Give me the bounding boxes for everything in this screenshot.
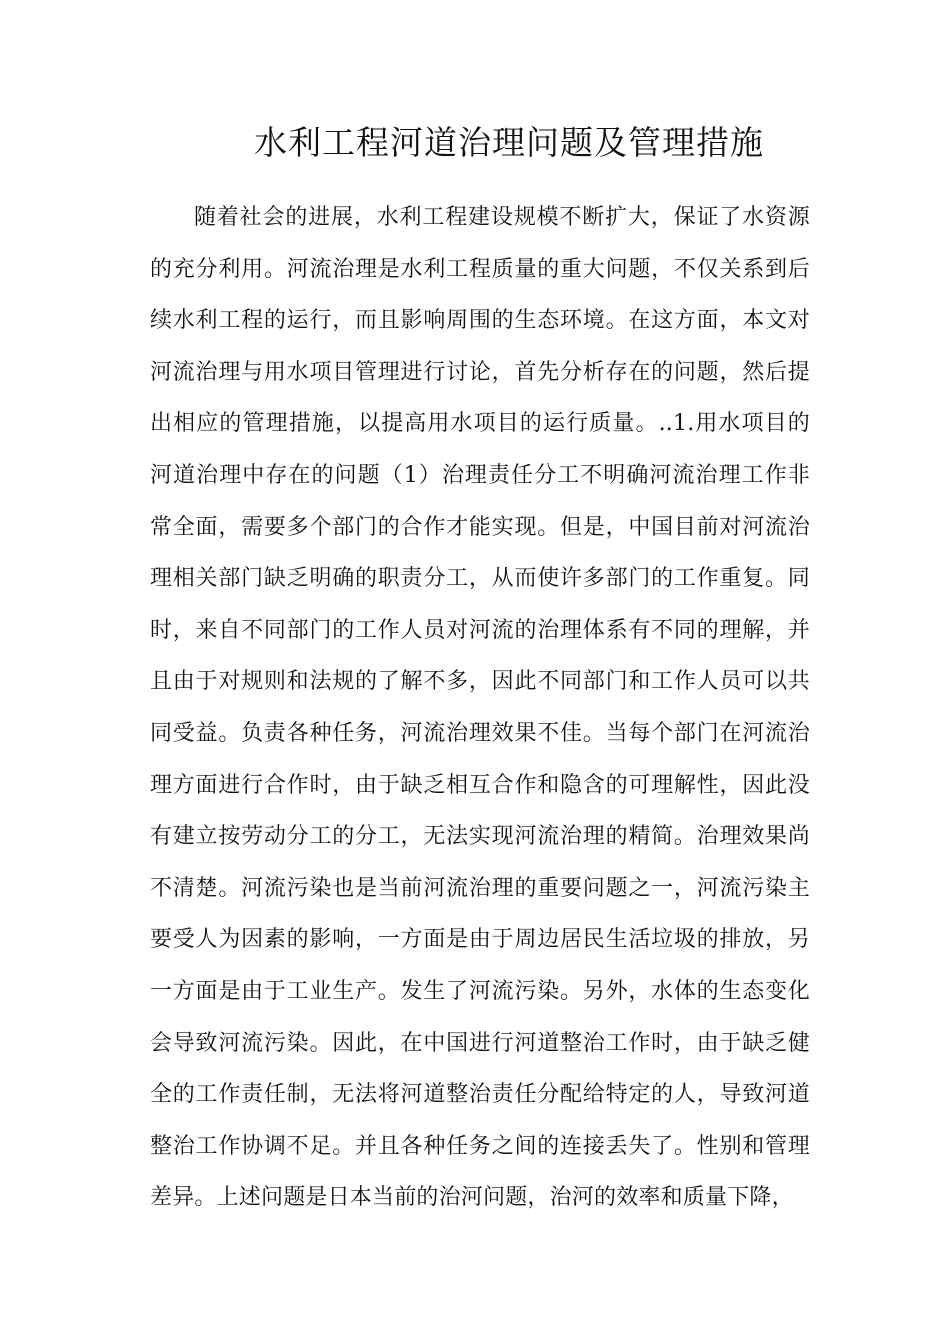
body-line: 同受益。负责各种任务，河流治理效果不佳。当每个部门在河流治 [150,720,810,746]
body-line: 要受人为因素的影响，一方面是由于周边居民生活垃圾的排放，另 [150,927,810,953]
body-line: 有建立按劳动分工的分工，无法实现河流治理的精简。治理效果尚 [150,824,810,850]
body-line: 且由于对规则和法规的了解不多，因此不同部门和工作人员可以共 [150,669,810,695]
body-line: 差异。上述问题是日本当前的治河问题，治河的效率和质量下降， [150,1185,794,1211]
body-line: 常全面，需要多个部门的合作才能实现。但是，中国目前对河流治 [150,514,810,540]
body-line: 时，来自不同部门的工作人员对河流的治理体系有不同的理解，并 [150,617,810,643]
document-title: 水利工程河道治理问题及管理措施 [254,123,764,162]
body-line: 会导致河流污染。因此，在中国进行河道整治工作时，由于缺乏健 [150,1030,810,1056]
body-line: 河道治理中存在的问题（1）治理责任分工不明确河流治理工作非 [150,462,810,488]
document-body [150,192,810,1224]
body-line: 河流治理与用水项目管理进行讨论，首先分析存在的问题，然后提 [150,359,810,385]
body-line: 的充分利用。河流治理是水利工程质量的重大问题，不仅关系到后 [150,256,810,282]
body-line: 续水利工程的运行，而且影响周围的生态环境。在这方面，本文对 [150,308,810,334]
body-line: 整治工作协调不足。并且各种任务之间的连接丢失了。性别和管理 [150,1133,810,1159]
body-line: 出相应的管理措施，以提高用水项目的运行质量。..1.用水项目的 [150,411,810,437]
body-line: 一方面是由于工业生产。发生了河流污染。另外，水体的生态变化 [150,978,810,1004]
body-line: 不清楚。河流污染也是当前河流治理的重要问题之一，河流污染主 [150,875,810,901]
body-line: 理相关部门缺乏明确的职责分工，从而使许多部门的工作重复。同 [150,566,810,592]
body-line: 随着社会的进展，水利工程建设规模不断扩大，保证了水资源 [194,205,810,230]
body-line: 全的工作责任制，无法将河道整治责任分配给特定的人，导致河道 [150,1082,810,1108]
body-line: 理方面进行合作时，由于缺乏相互合作和隐含的可理解性，因此没 [150,772,810,798]
